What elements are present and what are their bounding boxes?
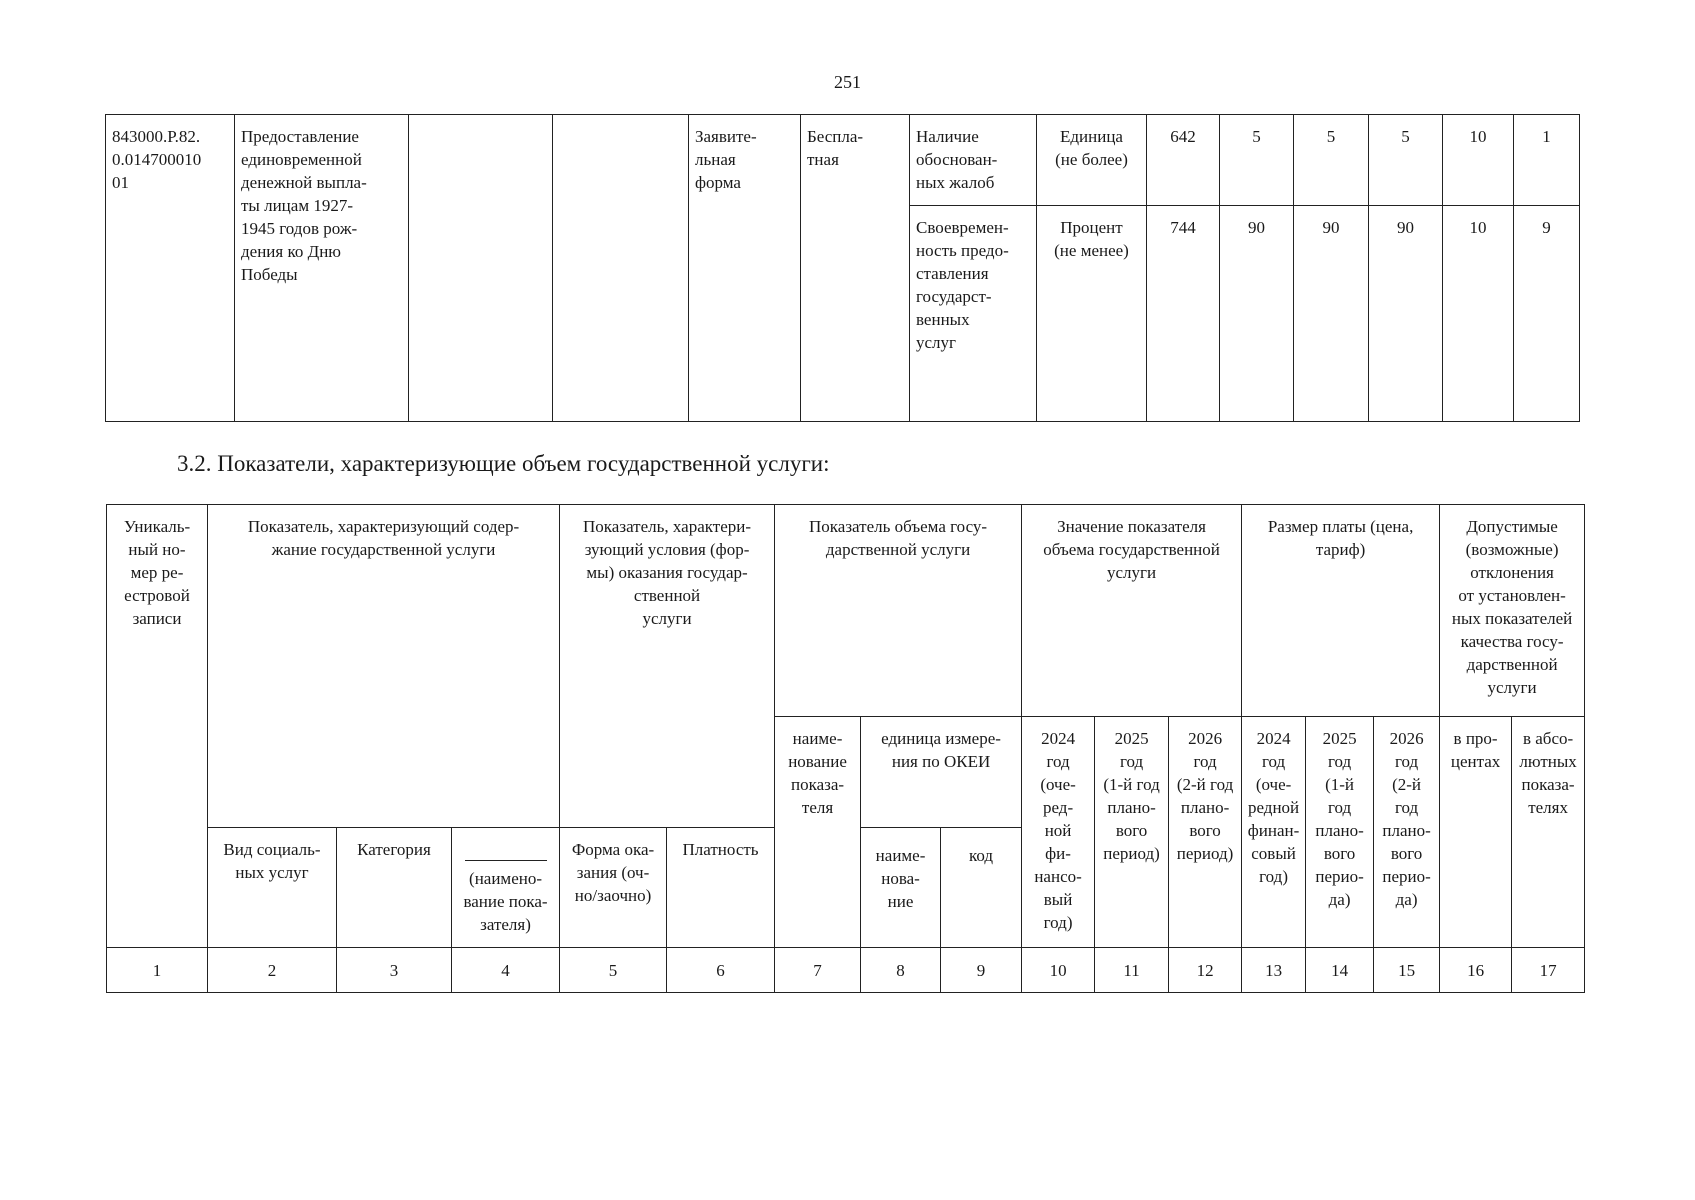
header-social-service-type: Вид социаль- ных услуг xyxy=(208,828,337,948)
header-category: Категория xyxy=(337,828,452,948)
table-row xyxy=(106,115,1580,206)
header-okei-code: код xyxy=(941,828,1022,948)
header-value-2026: 2026 год (2-й год плано- вого период) xyxy=(1169,717,1242,948)
header-conditions-group: Показатель, характери- зующий условия (фор- мы) оказания государ- ственной услуги xyxy=(560,505,775,828)
header-form: Форма ока- зания (оч- но/заочно) xyxy=(560,828,667,948)
column-number-row xyxy=(107,948,1585,993)
deviation-abs-cell: 9 xyxy=(1514,206,1580,422)
service-form-cell: Заявите- льная форма xyxy=(689,115,801,422)
header-fee-2026: 2026 год (2-й год плано- вого перио- да) xyxy=(1374,717,1440,948)
header-fee-group: Размер платы (цена, тариф) xyxy=(1242,505,1440,717)
column-number: 8 xyxy=(861,948,941,993)
header-deviation-abs: в абсо- лютных показа- телях xyxy=(1512,717,1585,948)
header-okei-name: наиме- нова- ние xyxy=(861,828,941,948)
column-number: 17 xyxy=(1512,948,1585,993)
quality-indicators-table xyxy=(105,114,1580,422)
column-number: 14 xyxy=(1306,948,1374,993)
header-fee-2025: 2025 год (1-й год плано- вого перио- да) xyxy=(1306,717,1374,948)
value-2026-cell: 5 xyxy=(1369,115,1443,206)
column-number: 10 xyxy=(1022,948,1095,993)
column-number: 3 xyxy=(337,948,452,993)
okei-code-cell: 744 xyxy=(1147,206,1220,422)
value-2025-cell: 90 xyxy=(1294,206,1369,422)
header-row xyxy=(107,505,1585,717)
column-number: 11 xyxy=(1095,948,1169,993)
header-value-group: Значение показателя объема государственной услуги xyxy=(1022,505,1242,717)
column-number: 2 xyxy=(208,948,337,993)
value-2024-cell: 90 xyxy=(1220,206,1294,422)
header-content-group: Показатель, характеризующий содер- жание государственной услуги xyxy=(208,505,560,828)
column-number: 9 xyxy=(941,948,1022,993)
header-fee-2024: 2024 год (оче- редной финан- совый год) xyxy=(1242,717,1306,948)
column-number: 16 xyxy=(1440,948,1512,993)
indicator-unit-cell: Процент (не менее) xyxy=(1037,206,1147,422)
volume-indicators-table xyxy=(106,504,1585,993)
header-okei-unit: единица измере- ния по ОКЕИ xyxy=(861,717,1022,828)
okei-code-cell: 642 xyxy=(1147,115,1220,206)
deviation-abs-cell: 1 xyxy=(1514,115,1580,206)
column-number: 6 xyxy=(667,948,775,993)
section-heading: 3.2. Показатели, характеризующие объем государственной услуги: xyxy=(177,451,830,476)
empty-cell xyxy=(409,115,553,422)
value-2026-cell: 90 xyxy=(1369,206,1443,422)
header-indicator-name: наиме- нование показа- теля xyxy=(775,717,861,948)
page-number: 251 xyxy=(834,72,861,92)
deviation-percent-cell: 10 xyxy=(1443,115,1514,206)
column-number: 4 xyxy=(452,948,560,993)
header-payment: Платность xyxy=(667,828,775,948)
header-registry-number: Уникаль- ный но- мер ре- естровой записи xyxy=(107,505,208,948)
header-volume-group: Показатель объема госу- дарственной услуги xyxy=(775,505,1022,717)
column-number: 15 xyxy=(1374,948,1440,993)
header-deviation-group: Допустимые (возможные) отклонения от установлен- ных показателей качества госу- дарственной услуги xyxy=(1440,505,1585,717)
header-value-2025: 2025 год (1-й год плано- вого период) xyxy=(1095,717,1169,948)
empty-cell xyxy=(553,115,689,422)
header-deviation-percent: в про- центах xyxy=(1440,717,1512,948)
indicator-name-cell: Наличие обоснован- ных жалоб xyxy=(910,115,1037,206)
value-2025-cell: 5 xyxy=(1294,115,1369,206)
column-number: 1 xyxy=(107,948,208,993)
column-number: 12 xyxy=(1169,948,1242,993)
deviation-percent-cell: 10 xyxy=(1443,206,1514,422)
blank-line xyxy=(465,838,547,861)
indicator-name-note: (наимено- вание пока- зателя) xyxy=(463,869,548,934)
registry-number-cell: 843000.Р.82. 0.014700010 01 xyxy=(106,115,235,422)
column-number: 5 xyxy=(560,948,667,993)
header-indicator-name-note xyxy=(452,828,560,948)
column-number: 7 xyxy=(775,948,861,993)
service-content-cell: Предоставление единовременной денежной выпла- ты лицам 1927- 1945 годов рож- дения ко Дню Победы xyxy=(235,115,409,422)
header-value-2024: 2024 год (оче- ред- ной фи- нансо- вый год) xyxy=(1022,717,1095,948)
payment-cell: Беспла- тная xyxy=(801,115,910,422)
value-2024-cell: 5 xyxy=(1220,115,1294,206)
indicator-unit-cell: Единица (не более) xyxy=(1037,115,1147,206)
column-number: 13 xyxy=(1242,948,1306,993)
indicator-name-cell: Своевремен- ность предо- ставления государст- венных услуг xyxy=(910,206,1037,422)
